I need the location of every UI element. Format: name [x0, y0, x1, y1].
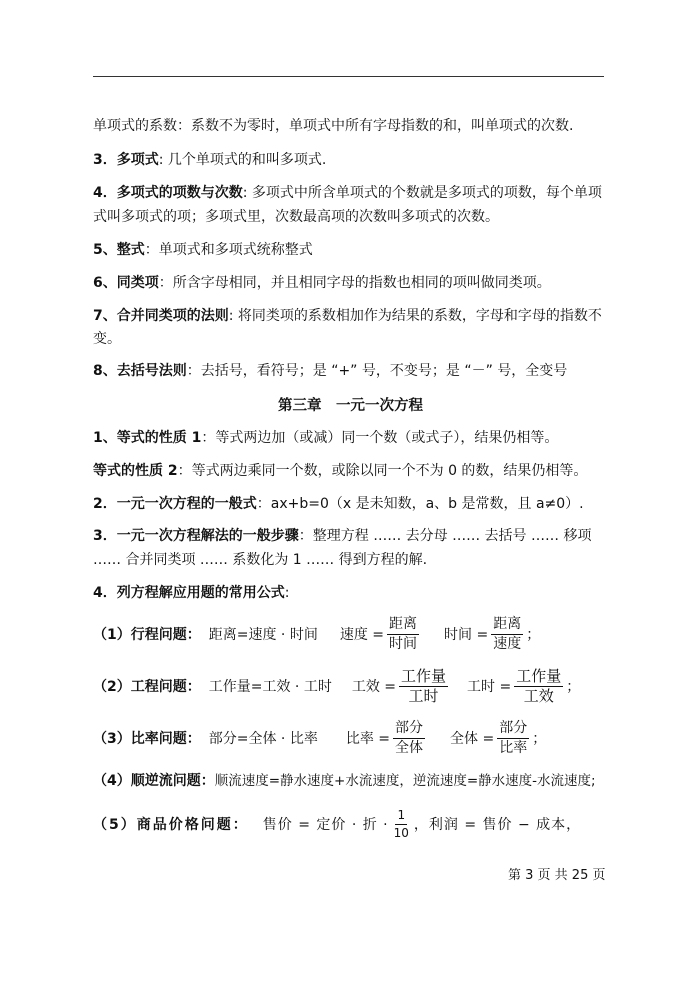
paragraph-monomial-degree: 单项式的系数：系数不为零时，单项式中所有字母指数的和，叫单项式的次数. — [93, 118, 574, 134]
paragraph-combine-like-terms: 7、合并同类项的法则: 将同类项的系数相加作为结果的系数，字母和字母的指数不 — [93, 308, 602, 324]
fraction-work-time: $\frac{\text{工作量}}{\text{工效}}$ — [516, 666, 562, 705]
paragraph-polynomial: 3．多项式: 几个单项式的和叫多项式. — [93, 152, 327, 168]
paragraph-solution-steps: 3．一元一次方程解法的一般步骤：整理方程 …… 去分母 …… 去括号 …… 移项 — [93, 528, 592, 544]
paragraph-polynomial-terms-cont: 式叫多项式的项；多项式里，次数最高项的次数叫多项式的次数。 — [93, 209, 499, 225]
fraction-rate: $\frac{\text{部分}}{\text{全体}}$ — [395, 719, 424, 756]
fraction-time: $\frac{\text{距离}}{\text{速度}}$ — [493, 615, 522, 652]
formula-travel: （1）行程问题： 距离=速度 · 时间 速度 = $\frac{\text{距离}}{\text{时间}}$ 时间 = $\frac{\text{距离}}{\text{速度}}$ ； — [93, 615, 541, 652]
paragraph-bracket-rule: 8、去括号法则：去括号，看符号；是 “+” 号，不变号；是 “－” 号，全变号 — [93, 363, 568, 379]
chapter-title: 第三章 一元一次方程 — [278, 398, 423, 414]
page-number: 第 3 页 共 25 页 — [508, 868, 606, 883]
paragraph-equation-property-2: 等式的性质 2：等式两边乘同一个数，或除以同一个不为 0 的数，结果仍相等。 — [93, 463, 588, 479]
paragraph-equation-property-1: 1、等式的性质 1：等式两边加（或减）同一个数（或式子），结果仍相等。 — [93, 430, 559, 446]
paragraph-solution-steps-cont: …… 合并同类项 …… 系数化为 1 …… 得到方程的解. — [93, 552, 428, 568]
formula-pricing: （5）商品价格问题： 售价 = 定价 · 折 · $\frac{1}{10}$ ，利润 = 售价 − 成本， — [93, 807, 582, 840]
paragraph-polynomial-terms: 4．多项式的项数与次数: 多项式中所含单项式的个数就是多项式的项数，每个单项 — [93, 185, 602, 201]
fraction-discount: $\frac{1}{10}$ — [393, 807, 409, 840]
paragraph-like-terms: 6、同类项：所含字母相同，并且相同字母的指数也相同的项叫做同类项。 — [93, 275, 551, 291]
formula-ratio: （3）比率问题： 部分=全体 · 比率 比率 = $\frac{\text{部分}}{\text{全体}}$ 全体 = $\frac{\text{部分}}{\text{比率}}$ ； — [93, 719, 547, 756]
fraction-efficiency: $\frac{\text{工作量}}{\text{工时}}$ — [401, 666, 447, 705]
paragraph-combine-like-terms-cont: 变。 — [93, 331, 121, 347]
paragraph-linear-equation-form: 2．一元一次方程的一般式：ax+b=0（x 是未知数，a、b 是常数，且 a≠0）. — [93, 496, 584, 512]
fraction-whole: $\frac{\text{部分}}{\text{比率}}$ — [499, 719, 528, 756]
paragraph-integral-expression: 5、整式：单项式和多项式统称整式 — [93, 242, 313, 258]
header-rule — [93, 76, 604, 77]
formula-work: （2）工程问题： 工作量=工效 · 工时 工效 = $\frac{\text{工作量}}{\text{工时}}$ 工时 = $\frac{\text{工作量}}{\text{工效}}$ ； — [93, 666, 581, 705]
formula-stream: （4）顺逆流问题：顺流速度=静水速度+水流速度，逆流速度=静水速度-水流速度; — [93, 773, 596, 789]
fraction-speed: $\frac{\text{距离}}{\text{时间}}$ — [389, 615, 418, 652]
paragraph-common-formulas: 4．列方程解应用题的常用公式: — [93, 585, 290, 601]
